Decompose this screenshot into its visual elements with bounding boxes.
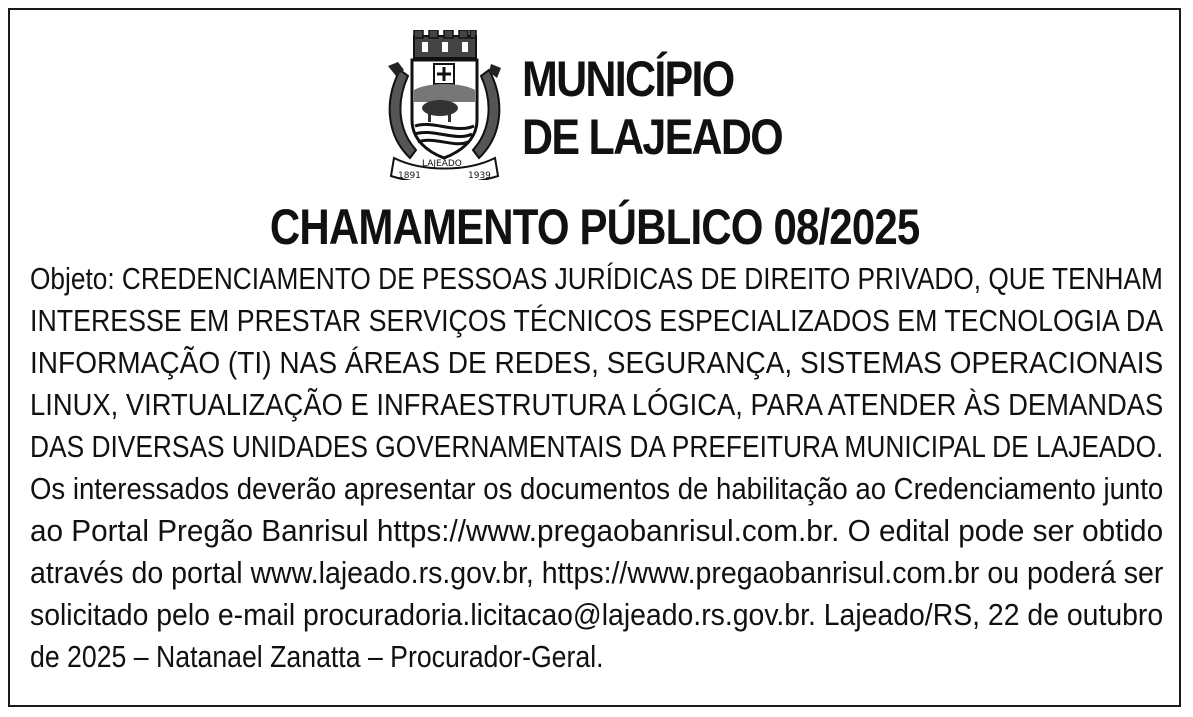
- notice-body-line: Objeto: CREDENCIAMENTO DE PESSOAS JURÍDICAS DE DIREITO PRIVADO, QUE TENHAM: [30, 261, 1163, 296]
- svg-text:1891: 1891: [398, 171, 421, 180]
- svg-text:LAJEADO: LAJEADO: [422, 159, 462, 169]
- notice-body-line: DAS DIVERSAS UNIDADES GOVERNAMENTAIS DA PREFEITURA MUNICIPAL DE LAJEADO.: [30, 429, 1164, 464]
- svg-text:1939: 1939: [468, 171, 491, 180]
- notice-body-line: LINUX, VIRTUALIZAÇÃO E INFRAESTRUTURA LÓGICA, PARA ATENDER ÀS DEMANDAS: [30, 387, 1164, 422]
- municipal-crest-icon: [382, 30, 507, 180]
- notice-body-line: de 2025 – Natanael Zanatta – Procurador-Geral.: [30, 639, 604, 674]
- notice-body: [30, 258, 1165, 678]
- notice-title-text: CHAMAMENTO PÚBLICO 08/2025: [269, 199, 920, 255]
- notice-body-line: através do portal www.lajeado.rs.gov.br, https://www.pregaobanrisul.com.br ou poderá ser: [30, 555, 1164, 590]
- notice-body-line: solicitado pelo e-mail procuradoria.licitacao@lajeado.rs.gov.br. Lajeado/RS, 22 de outubro: [30, 597, 1164, 632]
- notice-title: [0, 196, 1189, 258]
- municipality-line-1: MUNICÍPIO: [522, 51, 734, 107]
- notice-body-line: INTERESSE EM PRESTAR SERVIÇOS TÉCNICOS ESPECIALIZADOS EM TECNOLOGIA DA: [30, 303, 1164, 338]
- municipality-name: [522, 50, 782, 166]
- notice-body-line: Os interessados deverão apresentar os documentos de habilitação ao Credenciamento junto: [30, 471, 1164, 506]
- header: [382, 30, 822, 180]
- municipality-line-2: DE LAJEADO: [522, 109, 782, 165]
- notice-body-line: ao Portal Pregão Banrisul https://www.pregaobanrisul.com.br. O edital pode ser obtido: [30, 513, 1164, 548]
- notice-body-line: INFORMAÇÃO (TI) NAS ÁREAS DE REDES, SEGURANÇA, SISTEMAS OPERACIONAIS: [30, 345, 1164, 380]
